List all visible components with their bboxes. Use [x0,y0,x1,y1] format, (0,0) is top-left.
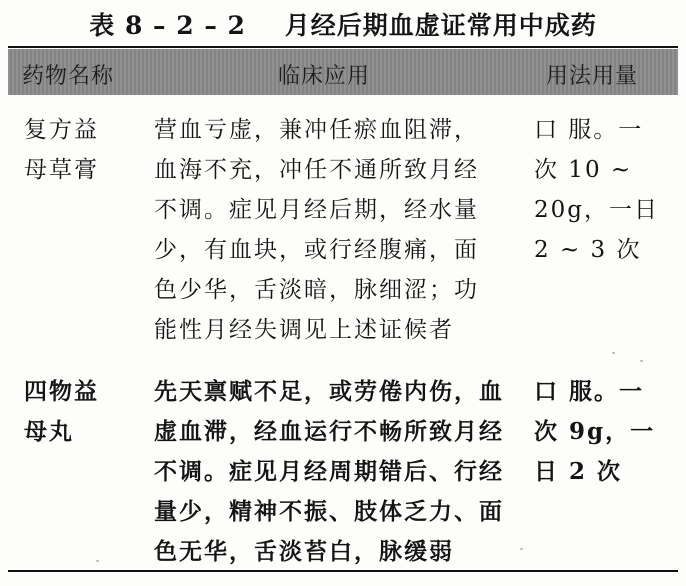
header-drug-name: 药物名称 [22,64,115,89]
table-bottom-rule [8,570,678,572]
clinical-use-cell [154,110,514,350]
table-caption: 表 8 – 2 – 2 月经后期血虚证常用中成药 [89,11,597,40]
drug-name-line: 四物益 [24,378,99,405]
table-header-row [8,49,678,95]
clinical-use-line: 量少，精神不振、肢体乏力、面 [154,498,504,525]
clinical-use-cell [154,372,514,572]
clinical-use-line: 先天禀赋不足，或劳倦内伤，血 [154,378,504,405]
clinical-use-line: 能性月经失调见上述证候者 [154,317,454,343]
dosage-line: 日 2 次 [534,458,623,485]
header-clinical-use: 临床应用 [278,64,371,89]
clinical-use-line: 不调。症见月经后期，经水量 [154,197,479,223]
clinical-use-line: 色无华，舌淡苔白，脉缓弱 [154,538,454,565]
table-top-rule [8,46,678,48]
scan-speck [520,548,523,550]
dosage-cell [534,110,674,270]
drug-name-cell [24,372,144,452]
drug-name-line: 复方益 [24,117,99,143]
clinical-use-line: 少，有血块，或行经腹痛，面 [154,237,479,263]
dosage-line: 次 10 ~ [534,157,633,183]
dosage-line: 口 服。一 [534,117,644,143]
drug-name-line: 母丸 [24,418,74,445]
drug-name-cell [24,110,144,190]
clinical-use-line: 血海不充，冲任不通所致月经 [154,157,479,183]
clinical-use-line: 虚血滞，经血运行不畅所致月经 [154,418,504,445]
drug-name-line: 母草膏 [24,157,99,183]
dosage-line: 次 9g，一 [534,418,656,445]
dosage-line: 20g，一日 [534,197,659,223]
scan-speck [612,352,615,354]
header-dosage: 用法用量 [546,64,639,89]
clinical-use-line: 不调。症见月经周期错后、行经 [154,458,504,485]
dosage-line: 2 ~ 3 次 [534,237,642,263]
clinical-use-line: 营血亏虚，兼冲任瘀血阻滞， [154,117,479,143]
dosage-cell [534,372,674,492]
clinical-use-line: 色少华，舌淡暗，脉细涩；功 [154,277,479,303]
scan-speck [640,360,643,362]
scan-speck [96,560,99,562]
dosage-line: 口 服。一 [534,378,645,405]
